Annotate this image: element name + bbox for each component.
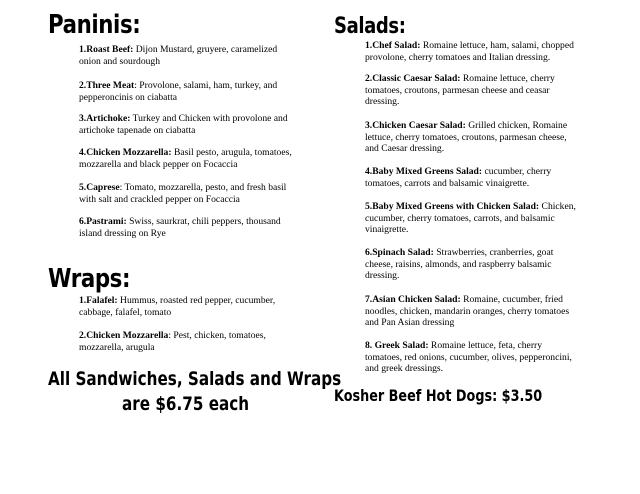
panini-item-chicken-mozzarella: 4.Chicken Mozzarella: Basil pesto, arugula, tomatoes, mozzarella and black pepper on Focaccia xyxy=(79,147,292,170)
sandwich-price-line-1: All Sandwiches, Salads and Wraps xyxy=(48,368,342,390)
three-meat-line-2: pepperoncinis on ciabatta xyxy=(79,91,178,103)
panini-item-roast-beef: 1.Roast Beef: Dijon Mustard, gruyere, caramelized onion and sourdough xyxy=(79,44,278,67)
sandwich-price-line-2: are $6.75 each xyxy=(122,393,250,415)
salad-item-greek: 8. Greek Salad: Romaine lettuce, feta, cherry tomatoes, red onions, cucumber, olives, pepperoncini, and greek dressings. xyxy=(365,340,572,375)
panini-item-caprese: 5.Caprese: Tomato, mozzarella, pesto, and fresh basil with salt and crackled pepper on Focaccia xyxy=(79,182,287,205)
panini-item-artichoke: 3.Artichoke: Turkey and Chicken with provolone and artichoke tapenade on ciabatta xyxy=(79,113,288,136)
three-meat-line-1: : Provolone, salami, ham, turkey, and xyxy=(134,80,278,91)
hot-dogs-price: Kosher Beef Hot Dogs: $3.50 xyxy=(334,386,543,405)
salad-item-spinach: 6.Spinach Salad: Strawberries, cranberries, goat cheese, raisins, almonds, and raspberry balsamic dressing. xyxy=(365,247,554,282)
salads-heading: Salads: xyxy=(334,14,406,39)
paninis-heading: Paninis: xyxy=(48,10,141,40)
salad-item-classic-caesar: 2.Classic Caesar Salad: Romaine lettuce, cherry tomatoes, croutons, parmesan cheese and ceasar dressing. xyxy=(365,73,555,108)
wrap-item-chicken-mozzarella: 2.Chicken Mozzarella: Pest, chicken, tomatoes, mozzarella, arugula xyxy=(79,330,266,353)
salad-item-chef: 1.Chef Salad: Romaine lettuce, ham, salami, chopped provolone, cherry tomatoes and Italian dressing. xyxy=(365,40,574,63)
panini-item-pastrami: 6.Pastrami: Swiss, saurkrat, chili peppers, thousand island dressing on Rye xyxy=(79,216,281,239)
salad-item-baby-mixed-greens-chicken: 5.Baby Mixed Greens with Chicken Salad: Chicken, cucumber, cherry tomatoes, carrots, and balsamic vinaigrette. xyxy=(365,201,576,236)
salad-item-baby-mixed-greens: 4.Baby Mixed Greens Salad: cucumber, cherry tomatoes, carrots and balsamic vinaigrette. xyxy=(365,166,552,189)
wrap-item-falafel: 1.Falafel: Hummus, roasted red pepper, cucumber, cabbage, falafel, tomato xyxy=(79,295,276,318)
wraps-heading: Wraps: xyxy=(48,264,131,294)
salad-item-chicken-caesar: 3.Chicken Caesar Salad: Grilled chicken, Romaine lettuce, cherry tomatoes, croutons, parmesan cheese, and Caesar dressing. xyxy=(365,120,568,155)
panini-item-three-meat: 2.Three Meat: Provolone, salami, ham, turkey, and pepperoncinis on ciabatta xyxy=(79,80,278,103)
salad-item-asian-chicken: 7.Asian Chicken Salad: Romaine, cucumber, fried noodles, chicken, mandarin oranges, cherry tomatoes and Pan Asian dressing xyxy=(365,294,570,329)
